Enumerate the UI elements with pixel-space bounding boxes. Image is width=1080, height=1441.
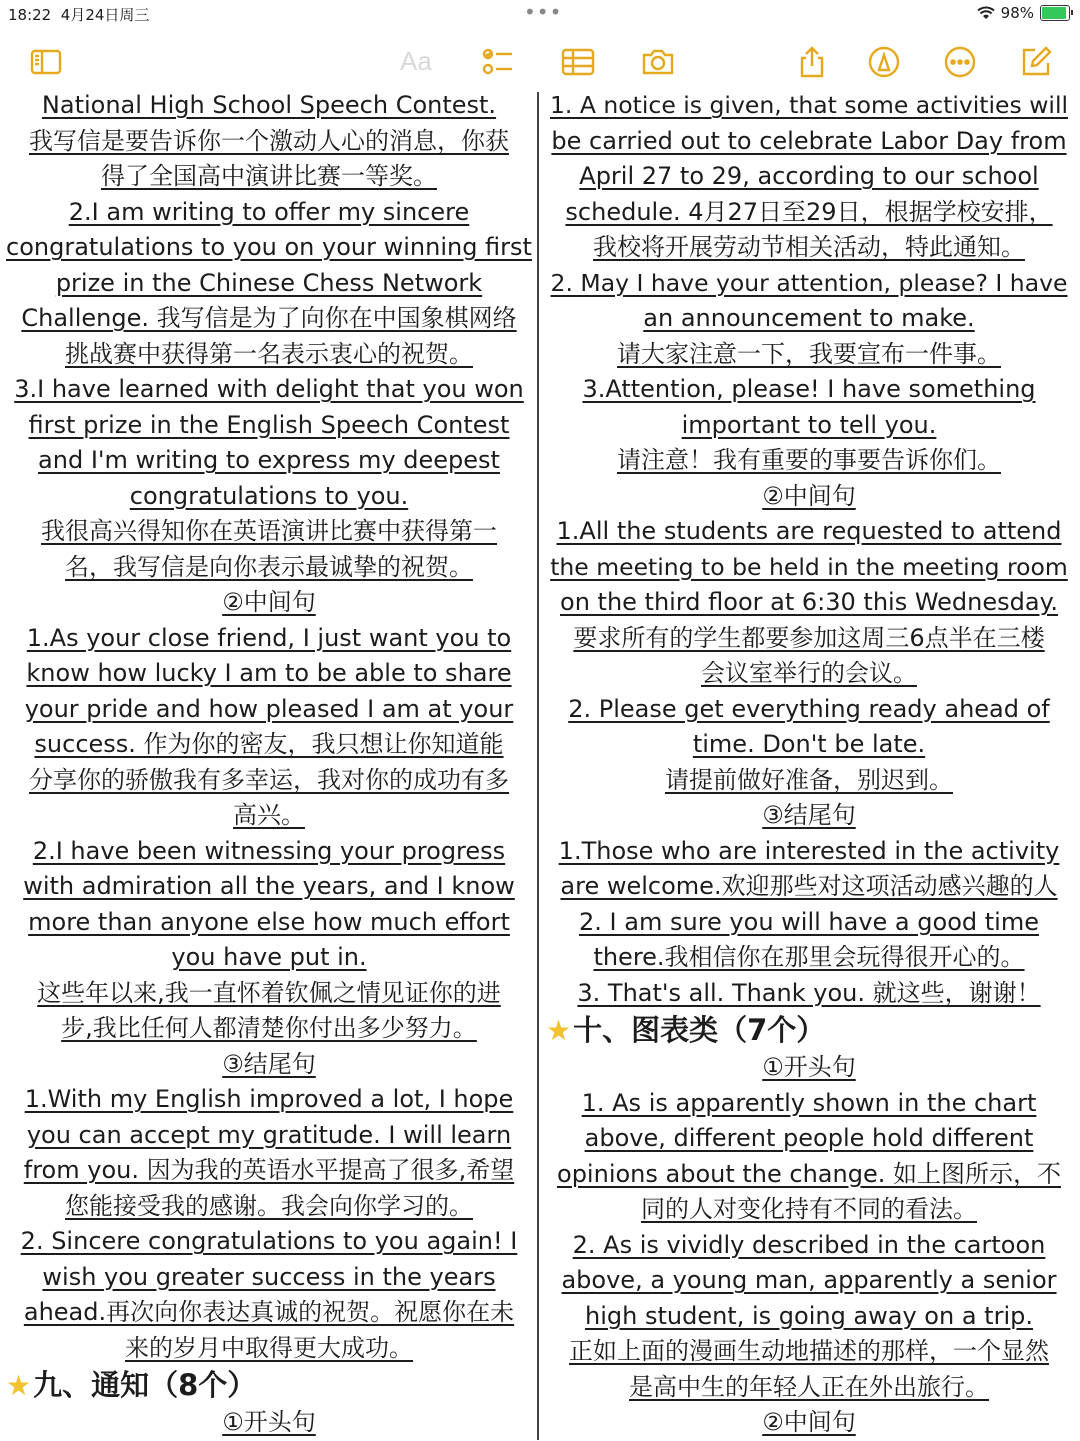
status-bar [0, 0, 1080, 28]
note-line: 我很高兴得知你在英语演讲比赛中获得第一 [41, 517, 497, 545]
note-subheading: ③结尾句 [222, 1049, 316, 1078]
note-line: 1.All the students are requested to attend [556, 517, 1062, 545]
battery-percent: 98% [1000, 4, 1034, 22]
note-line: 请大家注意一下，我要宣布一件事。 [617, 339, 1001, 368]
note-line: 1. A notice is given, that some activities will [549, 91, 1069, 119]
note-line: the meeting to be held in the meeting room [550, 552, 1068, 581]
note-subheading: ③结尾句 [762, 801, 856, 829]
note-line: on the third floor at 6:30 this Wednesday. [560, 588, 1058, 616]
status-date: 4月24日周三 [60, 6, 150, 24]
note-line: time. Don't be late. [692, 730, 926, 758]
note-line: more than anyone else how much effort [28, 907, 510, 936]
note-line: prize in the Chinese Chess Network [55, 268, 483, 297]
note-subheading: ②中间句 [222, 588, 316, 616]
note-line: ahead.再次向你表达真诚的祝贺。祝愿你在未 [23, 1298, 515, 1326]
wifi-icon [977, 6, 995, 20]
note-line: 得了全国高中演讲比赛一等奖。 [101, 162, 437, 190]
note-line: 2. May I have your attention, please? I have [550, 268, 1068, 297]
note-line: 3.Attention, please! I have something [582, 375, 1036, 403]
note-line: be carried out to celebrate Labor Day from [551, 126, 1067, 155]
note-column-left[interactable] [6, 88, 532, 1441]
note-line: April 27 to 29, according to our school [579, 162, 1039, 190]
note-line: know how lucky I am to be able to share [26, 659, 512, 687]
note-subheading: ②中间句 [762, 1408, 856, 1436]
note-line: 1.Those who are interested in the activity [558, 836, 1060, 865]
note-line: 2.I have been witnessing your progress [32, 836, 506, 865]
column-divider [537, 92, 539, 1440]
note-line: 2. I am sure you will have a good time [579, 907, 1039, 936]
note-line: 2. As is vividly described in the cartoon [572, 1230, 1046, 1259]
note-line: 2. Please get everything ready ahead of [568, 694, 1050, 723]
note-subheading: ①开头句 [222, 1408, 316, 1436]
multitask-dots-icon[interactable]: ••• [524, 0, 563, 24]
sidebar-toggle-icon[interactable] [28, 44, 64, 80]
section-heading: ★十、图表类（7个） [546, 1013, 826, 1047]
note-line: above, a young man, apparently a senior [561, 1266, 1057, 1294]
camera-icon[interactable] [640, 44, 676, 80]
note-line: success. 作为你的密友，我只想让你知道能 [34, 730, 504, 758]
note-line: 步,我比任何人都清楚你付出多少努力。 [61, 1014, 477, 1042]
note-line: you have put in. [171, 943, 367, 971]
checklist-icon[interactable] [480, 44, 516, 80]
note-line: 3. That's all. Thank you. 就这些，谢谢！ [577, 978, 1041, 1007]
note-line: 请注意！我有重要的事要告诉你们。 [617, 446, 1001, 474]
note-line: 我校将开展劳动节相关活动，特此通知。 [593, 233, 1025, 261]
note-line: important to tell you. [681, 410, 937, 439]
note-line: high student, is going away on a trip. [585, 1301, 1033, 1330]
note-line: 3.I have learned with delight that you won [14, 375, 524, 403]
more-options-icon[interactable] [942, 44, 978, 80]
note-line: 来的岁月中取得更大成功。 [125, 1333, 413, 1362]
format-text-button[interactable]: Aa [400, 46, 432, 76]
status-time: 18:22 [8, 6, 52, 24]
note-line: 分享你的骄傲我有多幸运，我对你的成功有多 [29, 765, 509, 794]
note-line: 高兴。 [233, 801, 305, 829]
note-line: 2.I am writing to offer my sincere [68, 197, 470, 226]
note-line: Challenge. 我写信是为了向你在中国象棋网络 [21, 304, 517, 332]
note-line: 1. As is apparently shown in the chart [581, 1088, 1037, 1117]
section-heading: ★九、通知（8个） [6, 1368, 257, 1402]
note-line: National High School Speech Contest. [41, 91, 497, 119]
note-line: 会议室举行的会议。 [701, 659, 917, 687]
star-icon: ★ [546, 1014, 572, 1047]
toolbar [0, 38, 1080, 86]
note-line: 请提前做好准备，别迟到。 [665, 765, 953, 794]
star-icon: ★ [6, 1369, 32, 1402]
note-line: 2. Sincere congratulations to you again! I [20, 1227, 518, 1255]
note-subheading: ①开头句 [762, 1053, 856, 1081]
note-line: 我写信是要告诉你一个激动人心的消息，你获 [29, 126, 509, 155]
note-line: 1.As your close friend, I just want you to [26, 623, 512, 652]
compose-icon[interactable] [1018, 44, 1054, 80]
note-line: 挑战赛中获得第一名表示衷心的祝贺。 [65, 339, 473, 368]
note-line: 是高中生的年轻人正在外出旅行。 [629, 1372, 989, 1401]
note-line: you can accept my gratitude. I will learn [26, 1120, 512, 1149]
note-line: there.我相信你在那里会玩得很开心的。 [593, 943, 1025, 971]
note-line: 1.With my English improved a lot, I hope [24, 1085, 514, 1113]
note-line: 正如上面的漫画生动地描述的那样，一个显然 [569, 1337, 1049, 1365]
note-line: schedule. 4月27日至29日，根据学校安排， [565, 197, 1053, 226]
note-line: with admiration all the years, and I know [23, 872, 515, 900]
note-line: first prize in the English Speech Contest [28, 410, 510, 439]
note-column-right[interactable] [546, 88, 1072, 1441]
note-line: an announcement to make. [643, 304, 975, 332]
note-line: from you. 因为我的英语水平提高了很多,希望 [23, 1156, 515, 1184]
battery-icon [1040, 5, 1070, 21]
note-line: opinions about the change. 如上图所示，不 [557, 1159, 1061, 1188]
note-line: your pride and how pleased I am at your [24, 694, 514, 723]
note-subheading: ②中间句 [762, 481, 856, 510]
table-icon[interactable] [560, 44, 596, 80]
note-line: wish you greater success in the years [42, 1262, 496, 1291]
note-line: are welcome.欢迎那些对这项活动感兴趣的人 [560, 872, 1058, 900]
note-line: above, different people hold different [584, 1124, 1034, 1152]
note-line: congratulations to you on your winning first [6, 233, 532, 261]
note-line: congratulations to you. [129, 481, 409, 510]
share-icon[interactable] [794, 44, 830, 80]
note-line: 名，我写信是向你表示最诚挚的祝贺。 [65, 552, 473, 581]
markup-pen-icon[interactable] [866, 44, 902, 80]
note-line: 同的人对变化持有不同的看法。 [641, 1195, 977, 1223]
note-line: 要求所有的学生都要参加这周三6点半在三楼 [573, 623, 1045, 652]
note-line: 这些年以来,我一直怀着钦佩之情见证你的进 [37, 978, 501, 1007]
note-line: and I'm writing to express my deepest [38, 446, 500, 474]
note-line: 您能接受我的感谢。我会向你学习的。 [65, 1191, 473, 1220]
